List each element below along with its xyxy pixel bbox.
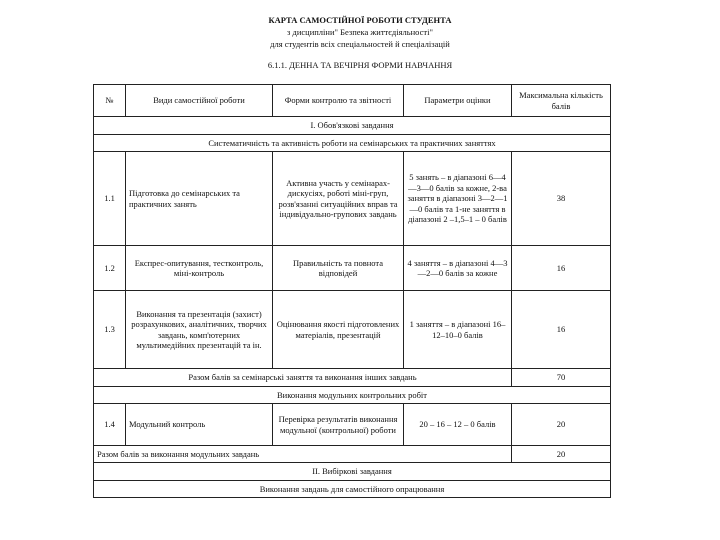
subtitle-discipline: з дисципліни" Безпека життєдіяльності"	[287, 27, 433, 37]
part-1-heading: І. Обов'язкові завдання	[94, 117, 611, 135]
row-form: Правильність та повнота відповідей	[273, 246, 404, 291]
header-max: Максимальна кількість балів	[512, 85, 611, 117]
total-value: 20	[512, 446, 611, 463]
total-seminar-row	[94, 369, 611, 387]
row-type: Модульний контроль	[126, 404, 273, 446]
row-form: Перевірка результатів виконання модульної (контрольної) роботи	[273, 404, 404, 446]
total-modular-row	[94, 446, 611, 463]
row-max: 20	[512, 404, 611, 446]
row-max: 38	[512, 152, 611, 246]
row-type: Експрес-опитування, тестконтроль, міні-контроль	[126, 246, 273, 291]
header-form: Форми контролю та звітності	[273, 85, 404, 117]
table-row	[94, 152, 611, 246]
table-row	[94, 404, 611, 446]
row-params: 5 занять – в діапазоні 6—4—3—0 балів за кожне, 2-ва заняття в діапазоні 3—2—1—0 балів та 1-не заняття в діапазоні 2 –1,5–1 – 0 балів	[404, 152, 512, 246]
table-row	[94, 291, 611, 369]
row-num: 1.2	[94, 246, 126, 291]
row-params: 20 – 16 – 12 – 0 балів	[404, 404, 512, 446]
row-num: 1.4	[94, 404, 126, 446]
total-label: Разом балів за виконання модульних завдань	[94, 446, 512, 463]
header-type: Види самостійної роботи	[126, 85, 273, 117]
total-value: 70	[512, 369, 611, 387]
part-2-heading: ІІ. Вибіркові завдання	[94, 463, 611, 481]
row-num: 1.1	[94, 152, 126, 246]
row-params: 4 заняття – в діапазоні 4—3—2—0 балів за кожне	[404, 246, 512, 291]
row-type: Підготовка до семінарських та практичних занять	[126, 152, 273, 246]
group-1-heading: Систематичність та активність роботи на семінарських та практичних заняттях	[94, 135, 611, 152]
header-params: Параметри оцінки	[404, 85, 512, 117]
self-work-table	[93, 84, 611, 498]
table-row	[94, 246, 611, 291]
subtitle-students: для студентів всіх спеціальностей й спеціалізацій	[270, 39, 450, 49]
row-form: Активна участь у семінарах-дискусіях, роботі міні-груп, розв'язанні ситуаційних вправ та індивідуально-групових завдань	[273, 152, 404, 246]
document-title: КАРТА САМОСТІЙНОЇ РОБОТИ СТУДЕНТА	[268, 15, 452, 25]
group-2-heading: Виконання модульних контрольних робіт	[94, 387, 611, 404]
group-3-heading: Виконання завдань для самостійного опрацювання	[94, 481, 611, 498]
header-num: №	[94, 85, 126, 117]
table-header	[94, 85, 611, 117]
section-heading: 6.1.1. ДЕННА ТА ВЕЧІРНЯ ФОРМИ НАВЧАННЯ	[267, 60, 453, 70]
row-type: Виконання та презентація (захист) розрахункових, аналітичних, творчих завдань, комп'ютерних мультимедійних презентацій та ін.	[126, 291, 273, 369]
row-num: 1.3	[94, 291, 126, 369]
row-max: 16	[512, 291, 611, 369]
row-max: 16	[512, 246, 611, 291]
total-label: Разом балів за семінарські заняття та виконання інших завдань	[94, 369, 512, 387]
row-params: 1 заняття – в діапазоні 16–12–10–0 балів	[404, 291, 512, 369]
row-form: Оцінювання якості підготовлених матеріалів, презентацій	[273, 291, 404, 369]
